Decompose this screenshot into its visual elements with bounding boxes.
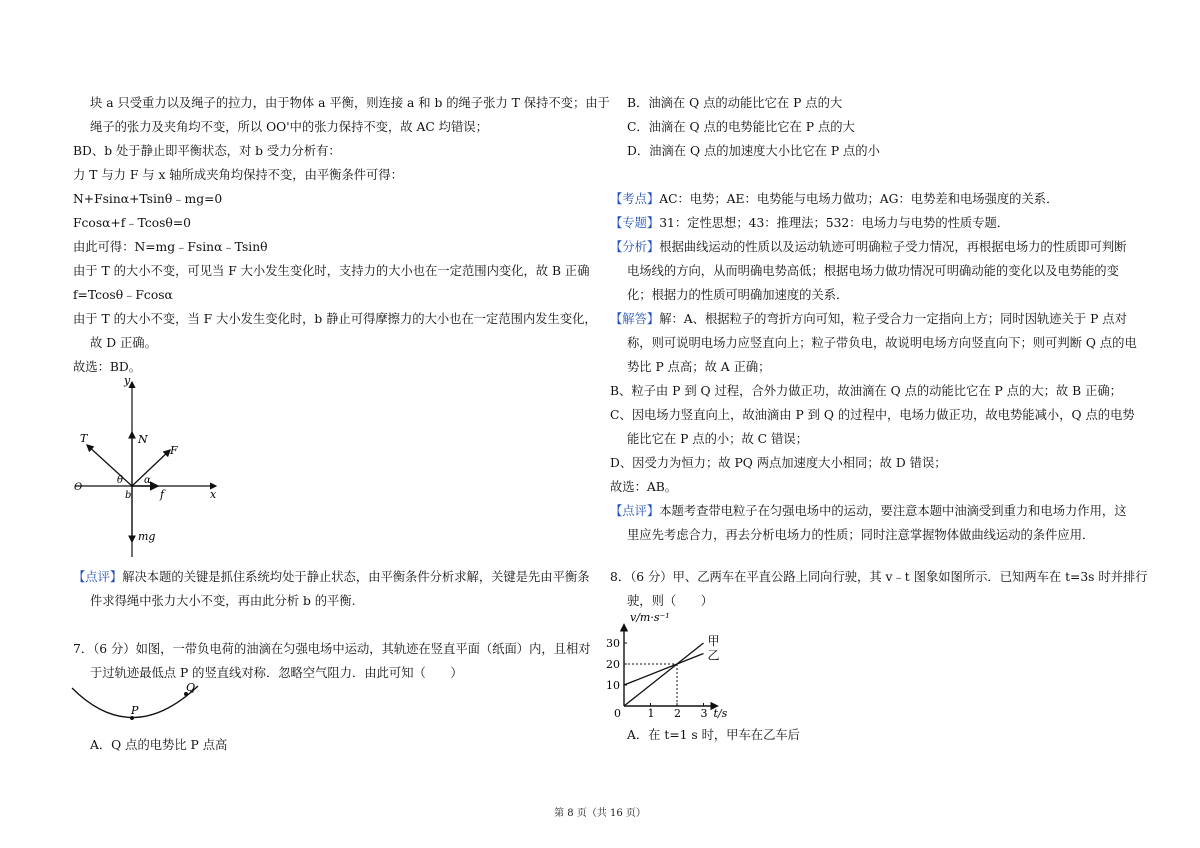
- analysis-text: 能比它在 P 点的小；故 C 错误；: [627, 432, 808, 446]
- left-comment-line-1: 件求得绳中张力大小不变，再由此分析 b 的平衡.: [90, 594, 356, 608]
- analysis-text: 故选：AB。: [610, 480, 678, 494]
- q7-option-a: A．Q 点的电势比 P 点高: [90, 738, 228, 752]
- analysis-line: [610, 479, 677, 495]
- left-line-7: 由于 T 的大小不变，可见当 F 大小发生变化时，支持力的大小也在一定范围内变化，故 B 正确: [73, 264, 590, 278]
- analysis-text: D、因受力为恒力；故 PQ 两点加速度大小相同；故 D 错误；: [610, 456, 947, 470]
- chart-y-tick: 10: [606, 679, 620, 692]
- chart-series-label-1: 乙: [707, 648, 720, 663]
- analysis-text: AC：电势；AE：电势能与电场力做功；AG：电势差和电场强度的关系．: [659, 192, 1059, 206]
- q8-line-0: 8．（6 分）甲、乙两车在平直公路上同向行驶，其 v﹣t 图象如图所示．已知两车在 t=3s 时并排行: [610, 570, 1148, 584]
- left-line-4: N+Fsinα+Tsinθ﹣mg=0: [73, 192, 223, 206]
- force-f-arrow: [132, 450, 170, 486]
- left-line-1: 绳子的张力及夹角均不变，所以 OO'中的张力保持不变，故 AC 均错误；: [90, 120, 488, 134]
- chart-series-line-1: [624, 654, 704, 686]
- chart-series-label-0: 甲: [707, 634, 720, 648]
- analysis-text: 本题考查带电粒子在匀强电场中的运动，要注意本题中油滴受到重力和电场力作用，这: [659, 504, 1127, 518]
- force-diagram: [70, 372, 230, 562]
- label-o: O: [74, 482, 83, 493]
- label-x: x: [210, 488, 217, 501]
- label-f-small: f: [160, 488, 165, 501]
- analysis-line: [610, 455, 947, 471]
- vt-chart: [606, 612, 756, 720]
- label-y: y: [124, 374, 131, 387]
- analysis-text: C、因电场力竖直向上，故油滴由 P 到 Q 的过程中，电场力做正功，故电势能减小，Q 点的电势: [610, 408, 1135, 422]
- chart-y-tick: 30: [606, 637, 620, 650]
- chart-x-label: t/s: [713, 707, 728, 720]
- chart-x-tick: 3: [700, 707, 708, 720]
- analysis-line: [610, 503, 1127, 519]
- chart-x-tick: 0: [614, 707, 621, 720]
- analysis-text: B、粒子由 P 到 Q 过程，合外力做正功，故油滴在 Q 点的动能比它在 P 点的大；故 B 正确；: [610, 384, 1122, 398]
- analysis-tag: 【解答】: [610, 312, 660, 326]
- analysis-line: [610, 383, 1122, 399]
- left-line-10: 故 D 正确。: [90, 336, 157, 350]
- analysis-line: [610, 215, 1009, 231]
- analysis-text: 电场线的方向，从而明确电势高低；根据电场力做功情况可明确动能的变化以及电势能的变: [627, 264, 1119, 278]
- analysis-text: 解：A、根据粒子的弯折方向可知，粒子受合力一定指向上方；同时因轨迹关于 P 点对: [659, 312, 1127, 326]
- left-line-5: Fcosα+f﹣Tcosθ=0: [73, 216, 191, 230]
- chart-x-tick: 2: [674, 707, 681, 720]
- label-b: b: [125, 490, 132, 501]
- trajectory-diagram: [70, 680, 220, 730]
- analysis-line: [627, 287, 848, 303]
- analysis-line: [627, 335, 1137, 351]
- comment-text-0: 解决本题的关键是抓住系统均处于静止状态，由平衡条件分析求解，关键是先由平衡条: [122, 570, 590, 584]
- q8-line-1: 驶，则（ ）: [627, 594, 714, 608]
- analysis-tag: 【点评】: [610, 504, 660, 518]
- analysis-line: [627, 359, 770, 375]
- analysis-tag: 【考点】: [610, 192, 660, 206]
- analysis-text: 根据曲线运动的性质以及运动轨迹可明确粒子受力情况，再根据电场力的性质即可判断: [659, 240, 1127, 254]
- label-alpha: α: [144, 475, 151, 486]
- q8-option-a: A．在 t=1 s 时，甲车在乙车后: [627, 728, 800, 742]
- analysis-line: [610, 311, 1127, 327]
- q7-option-c: C．油滴在 Q 点的电势能比它在 P 点的大: [627, 120, 855, 134]
- left-line-9: 由于 T 的大小不变，当 F 大小发生变化时，b 静止可得摩擦力的大小也在一定范围内发生变化，: [73, 312, 597, 326]
- analysis-line: [610, 191, 1058, 207]
- left-line-2: BD、b 处于静止即平衡状态，对 b 受力分析有：: [73, 144, 341, 158]
- label-q: Q: [186, 681, 196, 694]
- page-footer: 第 8 页（共 16 页）: [554, 808, 646, 819]
- q7-line-0: 7．（6 分）如图，一带负电荷的油滴在匀强电场中运动，其轨迹在竖直平面（纸面）内，且相对: [73, 642, 591, 656]
- label-t: T: [80, 432, 88, 445]
- label-mg: mg: [138, 530, 156, 543]
- analysis-text: 称，则可说明电场力应竖直向上；粒子带负电，故说明电场方向竖直向下；则可判断 Q 点的电: [627, 336, 1137, 350]
- q7-line-1: 于过轨迹最低点 P 的竖直线对称．忽略空气阻力．由此可知（ ）: [90, 666, 463, 680]
- left-line-6: 由此可得：N=mg﹣Fsinα﹣Tsinθ: [73, 240, 268, 254]
- analysis-line: [627, 263, 1119, 279]
- left-comment-line-0: [73, 569, 590, 585]
- chart-y-tick: 20: [606, 658, 620, 671]
- analysis-line: [627, 431, 808, 447]
- chart-y-label: v/m·s⁻¹: [630, 612, 670, 624]
- label-theta: θ: [117, 475, 124, 486]
- label-n: N: [138, 433, 148, 446]
- analysis-line: [627, 527, 1094, 543]
- q7-option-d: D．油滴在 Q 点的加速度大小比它在 P 点的小: [627, 144, 880, 158]
- comment-tag: 【点评】: [73, 570, 123, 584]
- analysis-line: [610, 239, 1127, 255]
- left-line-3: 力 T 与力 F 与 x 轴所成夹角均保持不变，由平衡条件可得：: [73, 168, 403, 182]
- analysis-text: 里应先考虑合力，再去分析电场力的性质；同时注意掌握物体做曲线运动的条件应用．: [627, 528, 1095, 542]
- analysis-line: [610, 407, 1135, 423]
- analysis-text: 势比 P 点高；故 A 正确；: [627, 360, 771, 374]
- analysis-text: 31：定性思想；43：推理法；532：电场力与电势的性质专题．: [659, 216, 1010, 230]
- q7-option-b: B．油滴在 Q 点的动能比它在 P 点的大: [627, 96, 843, 110]
- chart-series-line-0: [624, 643, 704, 706]
- label-p: P: [131, 704, 139, 717]
- analysis-tag: 【分析】: [610, 240, 660, 254]
- left-line-8: f=Tcosθ﹣Fcosα: [73, 288, 173, 302]
- analysis-tag: 【专题】: [610, 216, 660, 230]
- analysis-text: 化；根据力的性质可明确加速度的关系．: [627, 288, 849, 302]
- left-line-11: 故选：BD。: [73, 360, 142, 374]
- left-line-0: 块 a 只受重力以及绳子的拉力，由于物体 a 平衡，则连接 a 和 b 的绳子张力 T 保持不变；由于: [90, 96, 610, 110]
- force-t-arrow: [87, 445, 132, 486]
- chart-x-tick: 1: [647, 707, 655, 720]
- label-f-big: F: [170, 444, 178, 457]
